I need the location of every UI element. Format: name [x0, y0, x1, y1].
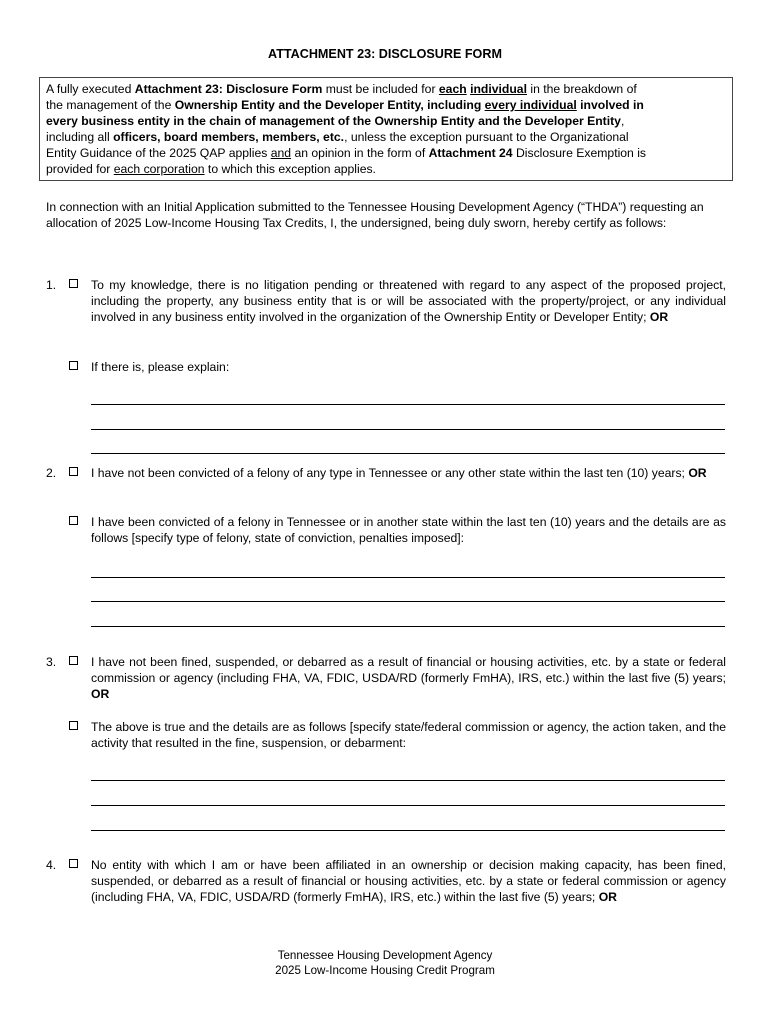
answer-line[interactable]	[91, 577, 725, 578]
answer-line[interactable]	[91, 404, 725, 405]
checkbox-no-litigation[interactable]	[69, 279, 78, 288]
page-footer	[0, 948, 770, 978]
item-1-option-b: If there is, please explain:	[91, 360, 230, 374]
checkbox-no-fines[interactable]	[69, 656, 78, 665]
checkbox-no-entity-fines[interactable]	[69, 859, 78, 868]
notice-box: A fully executed Attachment 23: Disclosure Form must be included for each individual in the breakdown of the management of the Ownership Entity and the Developer Entity, including every individual involved in every business entity in the chain of management of the Ownership Entity and the Developer Entity, including all officers, board members, members, etc., unless the exception pursuant to the Organizational Entity Guidance of the 2025 QAP applies and an opinion in the form of Attachment 24 Disclosure Exemption is provided for each corporation to which this exception applies.	[39, 77, 733, 181]
form-title: ATTACHMENT 23: DISCLOSURE FORM	[268, 47, 502, 61]
item-2-option-b: I have been convicted of a felony in Tennessee or in another state within the last ten (10) years and the details are as follows [specify type of felony, state of conviction, penalties imposed]:	[91, 515, 726, 545]
answer-line[interactable]	[91, 601, 725, 602]
item-number: 2.	[46, 466, 57, 480]
item-number: 3.	[46, 655, 57, 669]
intro-paragraph: In connection with an Initial Application submitted to the Tennessee Housing Development Agency (“THDA”) requesting an allocation of 2025 Low-Income Housing Tax Credits, I, the undersigned, being duly sworn, hereby certify as follows:	[46, 200, 704, 230]
answer-line[interactable]	[91, 805, 725, 806]
answer-line[interactable]	[91, 780, 725, 781]
item-number: 1.	[46, 278, 57, 292]
checkbox-fines-details[interactable]	[69, 721, 78, 730]
answer-line[interactable]	[91, 626, 725, 627]
checkbox-no-felony[interactable]	[69, 467, 78, 476]
item-4-option-a: No entity with which I am or have been affiliated in an ownership or decision making capacity, has been fined, suspended, or debarred as a result of financial or housing activities, etc. by a state or federal commission or agency (including FHA, VA, FDIC, USDA/RD (formerly FmHA), IRS, etc.) within the last five (5) years; OR	[91, 858, 726, 904]
item-3-option-a: I have not been fined, suspended, or debarred as a result of financial or housing activities, etc. by a state or federal commission or agency (including FHA, VA, FDIC, USDA/RD (formerly FmHA), IRS, etc.) within the last five (5) years; OR	[91, 655, 726, 701]
answer-line[interactable]	[91, 429, 725, 430]
item-3-option-b: The above is true and the details are as follows [specify state/federal commission or agency, the action taken, and the activity that resulted in the fine, suspension, or debarment:	[91, 720, 726, 750]
footer-program: 2025 Low-Income Housing Credit Program	[275, 964, 495, 977]
item-2-option-a: I have not been convicted of a felony of any type in Tennessee or any other state within the last ten (10) years; OR	[91, 466, 707, 480]
checkbox-felony-details[interactable]	[69, 516, 78, 525]
checkbox-litigation-explain[interactable]	[69, 361, 78, 370]
item-1-option-a: To my knowledge, there is no litigation pending or threatened with regard to any aspect of the proposed project, including the property, any business entity that is or will be associated with the property/project, or any individual involved in any business entity involved in the organization of the Ownership Entity or Developer Entity; OR	[91, 278, 726, 324]
footer-agency: Tennessee Housing Development Agency	[277, 949, 493, 962]
item-number: 4.	[46, 858, 57, 872]
answer-line[interactable]	[91, 453, 725, 454]
answer-line[interactable]	[91, 830, 725, 831]
